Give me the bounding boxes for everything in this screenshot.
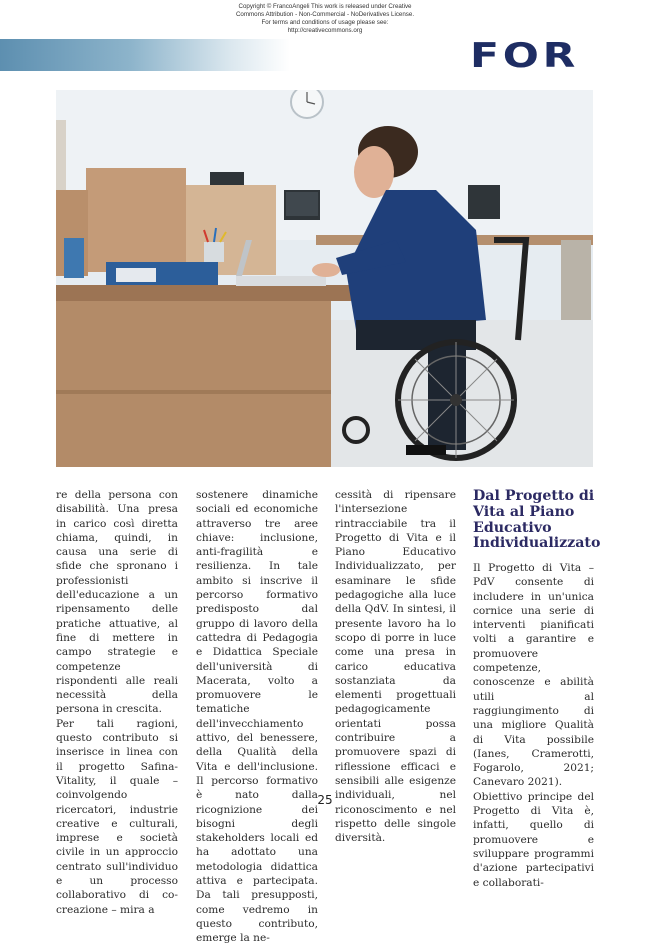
copyright-notice: [215, 3, 435, 35]
paragraph: Il Progetto di Vita – PdV consente di includere in un'unica cornice una serie di interventi pianificati volti a garantire e promuovere competenze, conoscenze e abilità utili al raggiungimento di una migliore Qualità di Vita possibile (Ianes, Cramerotti, Fogarolo, 2021; Canevaro 2021).: [473, 562, 594, 789]
text-column-1: [56, 488, 178, 917]
magazine-logo: FOR: [470, 36, 580, 76]
paragraph: sostenere dinamiche sociali ed economiche attraverso tre aree chiave: inclusione, anti-fragilità e resilienza. In tale ambito si inscrive il percorso formativo predisposto dal gruppo di lavoro della cattedra di Pedagogia e Didattica Speciale dell'università di Macerata, volto a promuovere le tematiche dell'invecchiamento attivo, del benessere, della Qualità della Vita e dell'inclusione. Il percorso formativo è nato dalla ricognizione dei bisogni degli stakeholders locali ed ha adottato una metodologia didattica attiva e partecipata. Da tali presupposti, come vedremo in questo contributo, emerge la ne-: [196, 489, 318, 945]
text-column-3: [335, 488, 456, 845]
text-column-2: [196, 488, 318, 946]
copyright-line: Copyright © FrancoAngeli This work is released under Creative: [238, 3, 412, 10]
paragraph: Obiettivo principe del Progetto di Vita è, infatti, quello di promuovere e sviluppare programmi d'azione partecipativi e collaborati-: [473, 790, 594, 889]
copyright-line: http://creativecommons.org: [287, 27, 363, 34]
office-wheelchair-user-photo: [56, 90, 593, 467]
copyright-line: Commons Attribution - Non-Commercial - NoDerivatives License.: [235, 11, 415, 18]
paragraph: cessità di ripensare l'intersezione rintracciabile tra il Progetto di Vita e il Piano Educativo Individualizzato, per esaminare le sfide pedagogiche alla luce della QdV. In sintesi, il presente lavoro ha lo scopo di porre in luce come una presa in carico educativa sostanziata da elementi progettuali pedagogicamente orientati possa contribuire a promuovere spazi di riflessione efficaci e sensibili alle esigenze individuali, nel riconoscimento e nel rispetto delle singole diversità.: [335, 489, 456, 845]
text-column-4: [473, 561, 594, 890]
paragraph: re della persona con disabilità. Una presa in carico così diretta chiama, quindi, in causa una serie di sfide che spronano i professionisti dell'educazione a un ripensamento delle pratiche attuative, al fine di mettere in campo strategie e competenze rispondenti alle reali necessità della persona in crescita.: [56, 489, 178, 716]
header-band: [0, 39, 290, 71]
copyright-line: For terms and conditions of usage please see:: [261, 19, 389, 26]
paragraph: Per tali ragioni, questo contributo si inserisce in linea con il progetto Safina-Vitality, il quale – coinvolgendo ricercatori, industrie creative e culturali, imprese e società civile in un approccio centrato sull'individuo e un processo collaborativo di co-creazione – mira a: [56, 717, 178, 916]
page-number: 25: [317, 793, 333, 807]
section-heading: Dal Progetto di Vita al Piano Educativo Individualizzato: [473, 488, 601, 552]
